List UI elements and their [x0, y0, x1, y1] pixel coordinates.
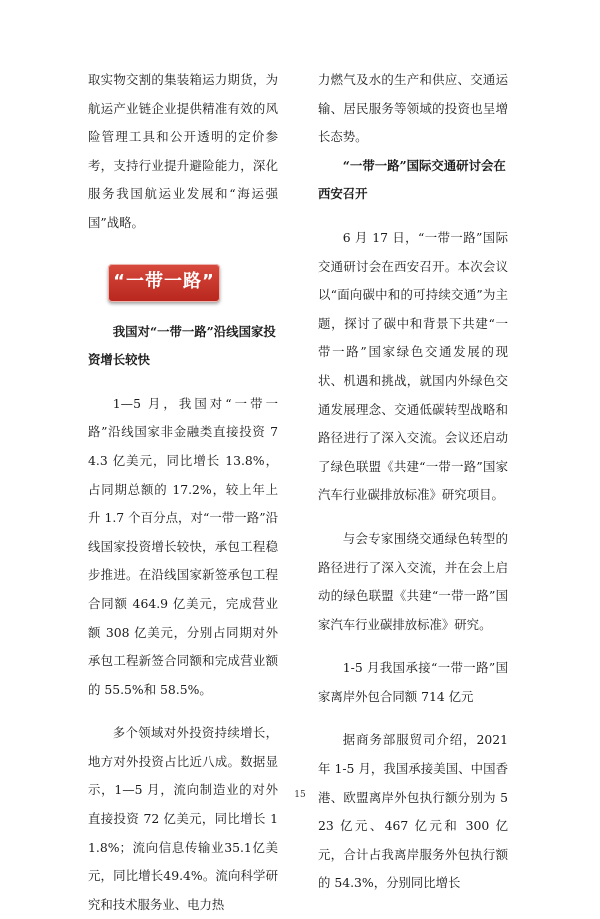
article-heading-transport-seminar: “一带一路”国际交通研讨会在西安召开	[318, 157, 506, 202]
page-number: 15	[294, 790, 306, 800]
paragraph-outsourcing: 据商务部服贸司介绍，2021 年 1-5 月，我国承接美国、中国香港、欧盟离岸外包执行额分别为 523 亿元、467 亿元和 300 亿元，合计占我离岸服务外包执行额的 54.3%，分别同比增长	[318, 732, 508, 891]
paragraph-experts: 与会专家围绕交通绿色转型的路径进行了深入交流，并在会上启动的绿色联盟《共建“一带一路”国家汽车行业碳排放标准》研究。	[318, 530, 508, 632]
continuation-paragraph-right: 力燃气及水的生产和供应、交通运输、居民服务等领域的投资也呈增长态势。	[318, 72, 508, 145]
right-column	[318, 66, 508, 898]
section-banner	[108, 264, 220, 302]
paragraph-investment-growth: 1—5 月，我国对“一带一路”沿线国家非金融类直接投资 74.3 亿美元，同比增长 13.8%，占同期总额的 17.2%，较上年上升 1.7 个百分点，对“一带一路”沿线国家投资增长较快，承包工程稳步推进。在沿线国家新签承包工程合同额 464.9 亿美元，完成营业额 308 亿美元，分别占同期对外承包工程新签合同额和完成营业额的 55.5%和 58.5%。	[88, 395, 278, 697]
continuation-paragraph: 取实物交割的集装箱运力期货，为航运产业链企业提供精准有效的风险管理工具和公开透明的定价参考，支持行业提升避险能力，深化服务我国航运业发展和“海运强国”战略。	[88, 72, 278, 230]
paragraph-seminar: 6 月 17 日，“一带一路”国际交通研讨会在西安召开。本次会议以“面向碳中和的可持续交通”为主题，探讨了碳中和背景下共建“一带一路”国家绿色交通发展的现状、机遇和挑战，就国内外绿色交通发展理念、交通低碳转型战略和路径进行了深入交流。会议还启动了绿色联盟《共建“一带一路”国家汽车行业碳排放标准》研究项目。	[318, 229, 508, 503]
paragraph-sector-investment: 多个领域对外投资持续增长，地方对外投资占比近八成。数据显示，1—5 月，流向制造业的对外直接投资 72 亿美元，同比增长 11.8%；流向信息传输业35.1亿美元，同比增长49.4%。流向科学研究和技术服务业、电力热	[88, 725, 278, 912]
article-heading-investment: 我国对“一带一路”沿线国家投资增长较快	[88, 323, 276, 368]
article-heading-outsourcing: 1-5 月我国承接“一带一路”国家离岸外包合同额 714 亿元	[318, 660, 508, 704]
banner-label: “一带一路”	[113, 271, 215, 293]
